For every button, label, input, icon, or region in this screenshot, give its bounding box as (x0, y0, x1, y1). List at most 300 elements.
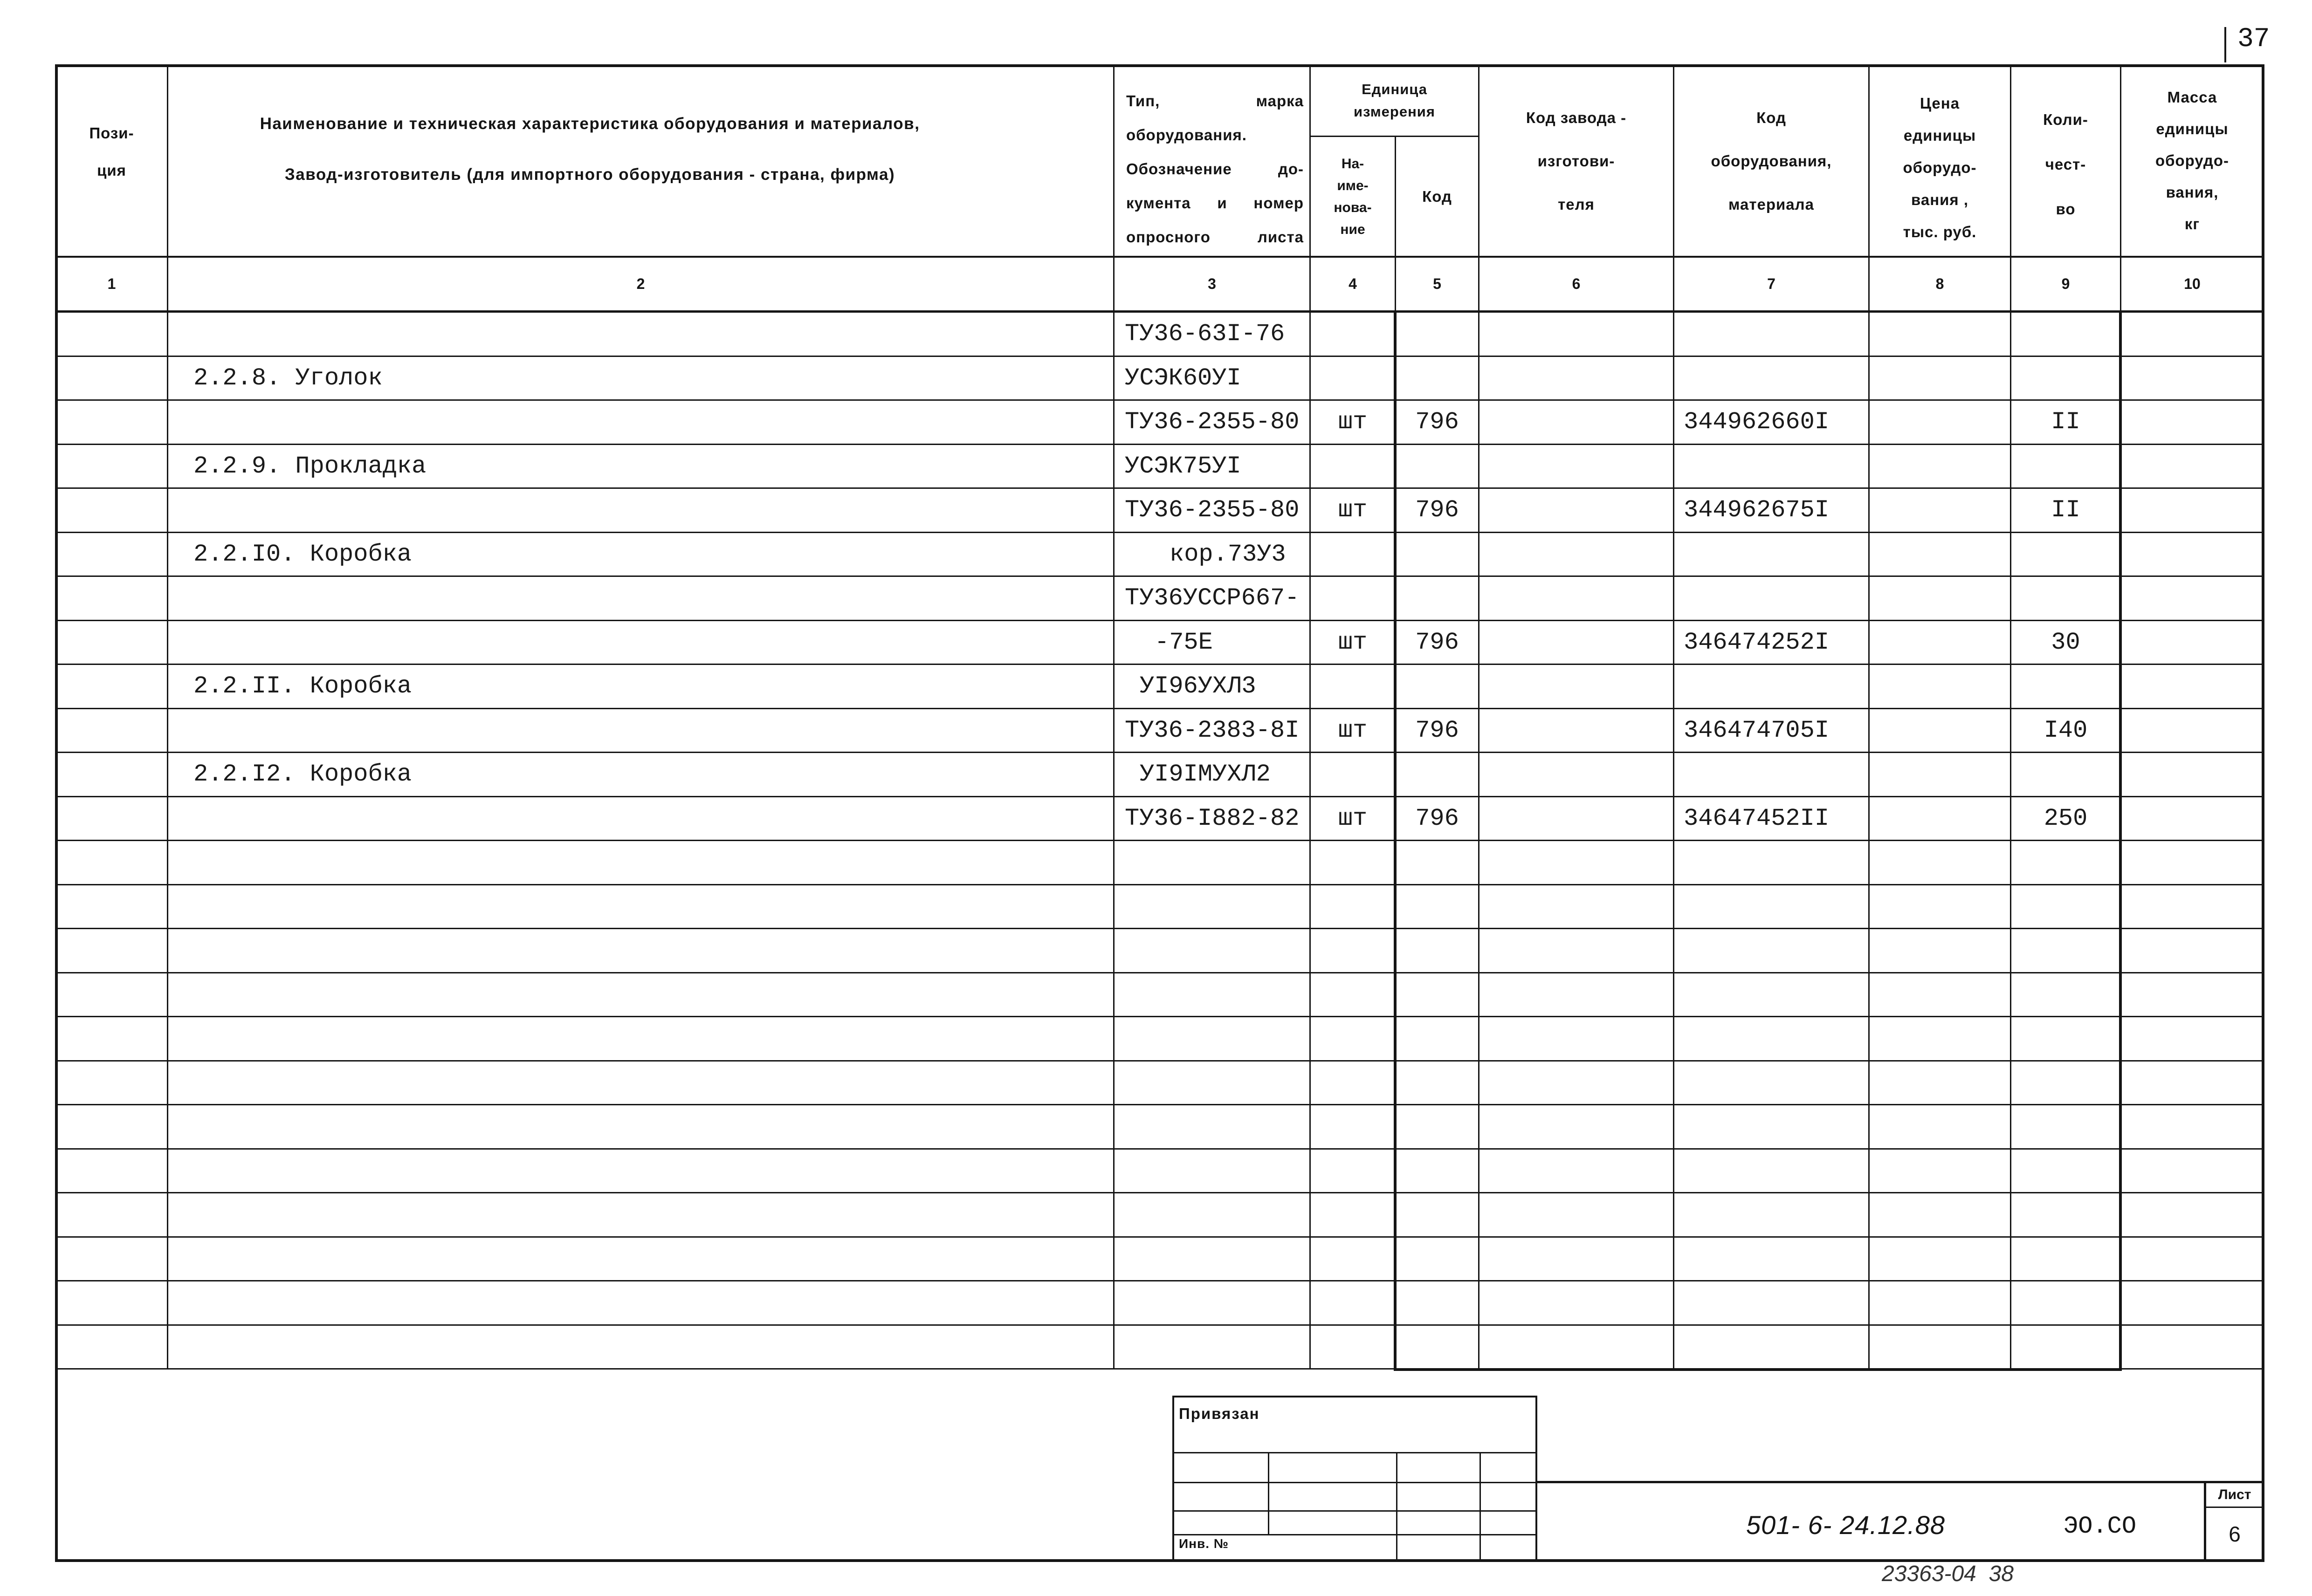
cell-unit-code (1396, 841, 1479, 885)
table-row (56, 357, 2263, 401)
sheet-box-rule (2205, 1507, 2263, 1508)
page-number-rule (2224, 27, 2226, 62)
cell-type: -75Е (1115, 621, 1311, 665)
cell-unit-code (1396, 577, 1479, 621)
cell-name: 2.2.8. Уголок (168, 357, 1115, 401)
cell-equipment-code: 34647452II (1674, 797, 1870, 842)
cell-unit-code (1396, 1150, 1479, 1194)
cell-type: УСЭК60УI (1115, 357, 1311, 401)
cell-unit-name (1311, 753, 1396, 797)
cell-quantity: I40 (2011, 709, 2121, 753)
cell-name (168, 885, 1115, 930)
cell-equipment-code: 344962660I (1674, 401, 1870, 445)
cell-unit-name: шт (1311, 709, 1396, 753)
cell-unit-mass (2121, 1105, 2263, 1150)
cell-unit-code (1396, 665, 1479, 709)
table-row (56, 1281, 2263, 1326)
cell-factory-code (1479, 357, 1674, 401)
cell-unit-code: 796 (1396, 401, 1479, 445)
cell-unit-code: 796 (1396, 621, 1479, 665)
cell-factory-code (1479, 841, 1674, 885)
cell-factory-code (1479, 885, 1674, 930)
cell-unit-name: шт (1311, 401, 1396, 445)
archive-number: 23363-04 38 (1882, 1562, 2014, 1586)
header-quantity (2011, 66, 2121, 258)
cell-unit-mass (2121, 357, 2263, 401)
cell-name (168, 621, 1115, 665)
sheet-label: Лист (2218, 1487, 2251, 1502)
cell-unit-price (1870, 489, 2011, 533)
cell-unit-mass (2121, 313, 2263, 357)
cell-unit-price (1870, 929, 2011, 973)
stamp-rule (1268, 1452, 1269, 1534)
cell-quantity (2011, 1150, 2121, 1194)
cell-quantity (2011, 665, 2121, 709)
cell-quantity (2011, 1062, 2121, 1106)
cell-type (1115, 885, 1311, 930)
cell-unit-price (1870, 797, 2011, 842)
header-equipment-code (1674, 66, 1870, 258)
table-row (56, 1062, 2263, 1106)
cell-type: ТУ36-I882-82 (1115, 797, 1311, 842)
column-number: 4 (1311, 258, 1396, 313)
cell-unit-mass (2121, 401, 2263, 445)
cell-type (1115, 1062, 1311, 1106)
cell-type (1115, 841, 1311, 885)
cell-equipment-code (1674, 577, 1870, 621)
cell-factory-code (1479, 1326, 1674, 1370)
cell-factory-code (1479, 1238, 1674, 1282)
cell-position (56, 709, 168, 753)
cell-unit-code (1396, 929, 1479, 973)
cell-position (56, 973, 168, 1018)
table-row (56, 797, 2263, 842)
cell-factory-code (1479, 1017, 1674, 1062)
cell-unit-mass (2121, 1281, 2263, 1326)
cell-unit-code (1396, 1105, 1479, 1150)
cell-type: ТУ36-63I-76 (1115, 313, 1311, 357)
cell-unit-price (1870, 1105, 2011, 1150)
cell-unit-name: шт (1311, 489, 1396, 533)
cell-factory-code (1479, 753, 1674, 797)
column-number: 6 (1479, 258, 1674, 313)
cell-name (168, 841, 1115, 885)
header-unit-name-label: На- име- нова- ние (1334, 156, 1372, 237)
cell-equipment-code (1674, 357, 1870, 401)
cell-factory-code (1479, 401, 1674, 445)
table-row (56, 313, 2263, 357)
cell-unit-code (1396, 1238, 1479, 1282)
cell-unit-mass (2121, 709, 2263, 753)
cell-factory-code (1479, 929, 1674, 973)
stamp-rule (1174, 1510, 1535, 1512)
cell-type: УСЭК75УI (1115, 445, 1311, 489)
cell-equipment-code (1674, 1281, 1870, 1326)
table-row (56, 1017, 2263, 1062)
cell-position (56, 1017, 168, 1062)
cell-unit-code (1396, 885, 1479, 930)
cell-position (56, 401, 168, 445)
cell-type: УI96УХЛ3 (1115, 665, 1311, 709)
cell-type (1115, 1193, 1311, 1238)
cell-unit-name (1311, 885, 1396, 930)
cell-unit-name: шт (1311, 621, 1396, 665)
cell-factory-code (1479, 1105, 1674, 1150)
cell-equipment-code (1674, 1193, 1870, 1238)
cell-type (1115, 1238, 1311, 1282)
cell-unit-mass (2121, 621, 2263, 665)
cell-factory-code (1479, 577, 1674, 621)
cell-name (168, 489, 1115, 533)
cell-type: ТУ36-2355-80 (1115, 401, 1311, 445)
cell-equipment-code (1674, 1150, 1870, 1194)
cell-type: ТУ36УССР667- (1115, 577, 1311, 621)
cell-unit-price (1870, 533, 2011, 577)
cell-type (1115, 929, 1311, 973)
header-unit-name (1311, 137, 1396, 258)
cell-name (168, 973, 1115, 1018)
cell-position (56, 313, 168, 357)
cell-type (1115, 1326, 1311, 1370)
cell-unit-price (1870, 973, 2011, 1018)
cell-unit-code (1396, 1326, 1479, 1370)
cell-unit-price (1870, 1281, 2011, 1326)
cell-unit-mass (2121, 797, 2263, 842)
cell-unit-mass (2121, 577, 2263, 621)
stamp-rule (1396, 1452, 1397, 1561)
cell-unit-mass (2121, 1193, 2263, 1238)
cell-unit-name (1311, 533, 1396, 577)
cell-equipment-code: 346474705I (1674, 709, 1870, 753)
cell-name: 2.2.I2. Коробка (168, 753, 1115, 797)
cell-unit-price (1870, 753, 2011, 797)
table-row (56, 445, 2263, 489)
cell-unit-code (1396, 1017, 1479, 1062)
cell-unit-code (1396, 445, 1479, 489)
header-unit-code (1396, 137, 1479, 258)
cell-unit-price (1870, 1150, 2011, 1194)
cell-unit-name: шт (1311, 797, 1396, 842)
cell-name (168, 1193, 1115, 1238)
cell-name (168, 1105, 1115, 1150)
cell-quantity (2011, 313, 2121, 357)
cell-unit-code: 796 (1396, 489, 1479, 533)
table-row (56, 401, 2263, 445)
cell-unit-mass (2121, 1150, 2263, 1194)
cell-position (56, 1105, 168, 1150)
cell-factory-code (1479, 1150, 1674, 1194)
column-number: 5 (1396, 258, 1479, 313)
table-row (56, 577, 2263, 621)
header-unit-code-label: Код (1422, 187, 1452, 205)
cell-unit-name (1311, 1062, 1396, 1106)
stamp-rule (1174, 1534, 1535, 1535)
table-row (56, 1193, 2263, 1238)
table-row (56, 973, 2263, 1018)
cell-quantity (2011, 533, 2121, 577)
cell-factory-code (1479, 533, 1674, 577)
table-row (56, 665, 2263, 709)
cell-quantity (2011, 973, 2121, 1018)
column-number: 10 (2121, 258, 2263, 313)
cell-unit-price (1870, 1193, 2011, 1238)
cell-unit-mass (2121, 1238, 2263, 1282)
cell-unit-mass (2121, 929, 2263, 973)
cell-unit-mass (2121, 533, 2263, 577)
cell-unit-code (1396, 357, 1479, 401)
cell-unit-name (1311, 665, 1396, 709)
cell-equipment-code (1674, 1017, 1870, 1062)
cell-unit-name (1311, 841, 1396, 885)
cell-type (1115, 1281, 1311, 1326)
cell-unit-code (1396, 1193, 1479, 1238)
stamp-rule (1174, 1452, 1535, 1453)
spec-table-header (56, 66, 2263, 313)
header-quantity-label: Коли- чест- во (2043, 111, 2088, 218)
cell-unit-price (1870, 1017, 2011, 1062)
header-factory-code (1479, 66, 1674, 258)
cell-name: 2.2.II. Коробка (168, 665, 1115, 709)
cell-quantity (2011, 753, 2121, 797)
stamp-rule (1479, 1452, 1481, 1561)
cell-quantity (2011, 445, 2121, 489)
header-unit-price-label: Цена единицы оборудо- вания , тыс. руб. (1903, 94, 1977, 240)
spec-table-body (56, 313, 2263, 1370)
column-number: 9 (2011, 258, 2121, 313)
cell-unit-price (1870, 445, 2011, 489)
cell-quantity (2011, 929, 2121, 973)
cell-name (168, 797, 1115, 842)
column-number: 8 (1870, 258, 2011, 313)
cell-unit-mass (2121, 753, 2263, 797)
table-row (56, 489, 2263, 533)
cell-unit-name (1311, 973, 1396, 1018)
table-row (56, 621, 2263, 665)
cell-type (1115, 1150, 1311, 1194)
cell-name (168, 1062, 1115, 1106)
cell-position (56, 1281, 168, 1326)
cell-position (56, 885, 168, 930)
header-name-label: Наименование и техническая характеристика оборудования и материалов, Завод-изготовитель (для импортного оборудования - страна, фирма) (260, 115, 920, 184)
cell-equipment-code (1674, 753, 1870, 797)
stamp-binding-label: Привязан (1179, 1405, 1260, 1422)
cell-unit-name (1311, 1238, 1396, 1282)
cell-position (56, 577, 168, 621)
cell-position (56, 621, 168, 665)
column-number: 7 (1674, 258, 1870, 313)
cell-unit-code (1396, 313, 1479, 357)
cell-name (168, 577, 1115, 621)
cell-quantity (2011, 1193, 2121, 1238)
table-row (56, 1105, 2263, 1150)
table-row (56, 1238, 2263, 1282)
cell-quantity (2011, 1238, 2121, 1282)
cell-quantity: II (2011, 401, 2121, 445)
cell-unit-mass (2121, 1326, 2263, 1370)
column-number: 2 (168, 258, 1115, 313)
cell-unit-price (1870, 621, 2011, 665)
cell-equipment-code (1674, 445, 1870, 489)
cell-name (168, 313, 1115, 357)
header-equipment-code-label: Код оборудования, материала (1711, 109, 1832, 213)
column-number: 1 (56, 258, 168, 313)
cell-unit-name (1311, 577, 1396, 621)
cell-name (168, 929, 1115, 973)
cell-position (56, 753, 168, 797)
cell-position (56, 929, 168, 973)
cell-type: ТУ36-2355-80 (1115, 489, 1311, 533)
cell-position (56, 1150, 168, 1194)
header-unit-mass (2121, 66, 2263, 258)
cell-unit-name (1311, 1193, 1396, 1238)
cell-position (56, 489, 168, 533)
cell-unit-code (1396, 753, 1479, 797)
table-row (56, 1326, 2263, 1370)
cell-position (56, 665, 168, 709)
cell-type: УI9IМУХЛ2 (1115, 753, 1311, 797)
cell-position (56, 1326, 168, 1370)
cell-type (1115, 1017, 1311, 1062)
cell-position (56, 1193, 168, 1238)
cell-unit-code (1396, 1062, 1479, 1106)
cell-name: 2.2.I0. Коробка (168, 533, 1115, 577)
cell-quantity (2011, 1326, 2121, 1370)
cell-equipment-code (1674, 533, 1870, 577)
cell-unit-price (1870, 885, 2011, 930)
header-unit-group (1311, 66, 1479, 137)
cell-type (1115, 1105, 1311, 1150)
header-unit-price (1870, 66, 2011, 258)
cell-name (168, 1326, 1115, 1370)
cell-equipment-code (1674, 1238, 1870, 1282)
cell-unit-code (1396, 973, 1479, 1018)
cell-unit-price (1870, 1326, 2011, 1370)
cell-unit-price (1870, 1062, 2011, 1106)
cell-unit-name (1311, 1150, 1396, 1194)
cell-type (1115, 973, 1311, 1018)
header-type (1115, 66, 1311, 258)
cell-equipment-code: 346474252I (1674, 621, 1870, 665)
cell-unit-name (1311, 929, 1396, 973)
cell-name (168, 1150, 1115, 1194)
cell-unit-price (1870, 709, 2011, 753)
cell-position (56, 1238, 168, 1282)
document-code: 501- 6- 24.12.88 (1746, 1510, 1945, 1540)
cell-equipment-code (1674, 665, 1870, 709)
header-type-label: Тип, марка оборудования. Обозначение до- кумента и номер опросного листа (1126, 92, 1304, 246)
cell-unit-mass (2121, 489, 2263, 533)
table-row (56, 841, 2263, 885)
cell-position (56, 533, 168, 577)
table-row (56, 929, 2263, 973)
cell-equipment-code (1674, 1062, 1870, 1106)
cell-factory-code (1479, 313, 1674, 357)
cell-equipment-code (1674, 973, 1870, 1018)
stamp-inventory-label: Инв. № (1179, 1536, 1229, 1551)
cell-unit-mass (2121, 973, 2263, 1018)
cell-equipment-code (1674, 841, 1870, 885)
table-row (56, 533, 2263, 577)
cell-unit-mass (2121, 885, 2263, 930)
section-code: ЭО.СО (2064, 1513, 2137, 1540)
cell-factory-code (1479, 709, 1674, 753)
cell-equipment-code (1674, 929, 1870, 973)
cell-name (168, 1281, 1115, 1326)
cell-factory-code (1479, 973, 1674, 1018)
cell-quantity (2011, 1105, 2121, 1150)
cell-unit-price (1870, 841, 2011, 885)
cell-factory-code (1479, 797, 1674, 842)
cell-unit-code (1396, 533, 1479, 577)
cell-unit-mass (2121, 445, 2263, 489)
table-row (56, 885, 2263, 930)
cell-unit-name (1311, 1281, 1396, 1326)
cell-position (56, 797, 168, 842)
cell-quantity (2011, 1017, 2121, 1062)
cell-unit-name (1311, 1326, 1396, 1370)
header-position (56, 66, 168, 258)
cell-factory-code (1479, 621, 1674, 665)
cell-unit-name (1311, 1105, 1396, 1150)
cell-equipment-code (1674, 1326, 1870, 1370)
cell-unit-code: 796 (1396, 709, 1479, 753)
header-unit-group-label: Единица измерения (1354, 81, 1435, 120)
cell-equipment-code (1674, 1105, 1870, 1150)
header-unit-mass-label: Масса единицы оборудо- вания, кг (2155, 89, 2229, 233)
cell-type: ТУ36-2383-8I (1115, 709, 1311, 753)
header-position-label: Пози- ция (89, 124, 134, 179)
cell-unit-mass (2121, 1062, 2263, 1106)
cell-unit-code: 796 (1396, 797, 1479, 842)
cell-quantity (2011, 841, 2121, 885)
cell-type: кор.73У3 (1115, 533, 1311, 577)
cell-equipment-code: 344962675I (1674, 489, 1870, 533)
cell-unit-mass (2121, 1017, 2263, 1062)
stamp-binding-block (1172, 1396, 1537, 1561)
cell-unit-price (1870, 1238, 2011, 1282)
cell-quantity: 30 (2011, 621, 2121, 665)
cell-factory-code (1479, 489, 1674, 533)
cell-quantity (2011, 357, 2121, 401)
cell-equipment-code (1674, 313, 1870, 357)
cell-unit-price (1870, 357, 2011, 401)
header-factory-code-label: Код завода - изготови- теля (1526, 109, 1627, 213)
cell-quantity (2011, 885, 2121, 930)
table-row (56, 709, 2263, 753)
cell-name: 2.2.9. Прокладка (168, 445, 1115, 489)
cell-unit-mass (2121, 665, 2263, 709)
cell-factory-code (1479, 665, 1674, 709)
cell-name (168, 1017, 1115, 1062)
cell-position (56, 357, 168, 401)
page-number: 37 (2237, 24, 2270, 55)
stamp-rule (1174, 1482, 1535, 1483)
cell-equipment-code (1674, 885, 1870, 930)
column-number: 3 (1115, 258, 1311, 313)
cell-factory-code (1479, 1281, 1674, 1326)
cell-unit-price (1870, 577, 2011, 621)
cell-name (168, 709, 1115, 753)
cell-unit-price (1870, 401, 2011, 445)
cell-quantity (2011, 577, 2121, 621)
cell-unit-price (1870, 665, 2011, 709)
cell-unit-code (1396, 1281, 1479, 1326)
cell-quantity: II (2011, 489, 2121, 533)
cell-quantity (2011, 1281, 2121, 1326)
title-block-rule (1537, 1481, 2263, 1483)
cell-position (56, 1062, 168, 1106)
cell-unit-mass (2121, 841, 2263, 885)
